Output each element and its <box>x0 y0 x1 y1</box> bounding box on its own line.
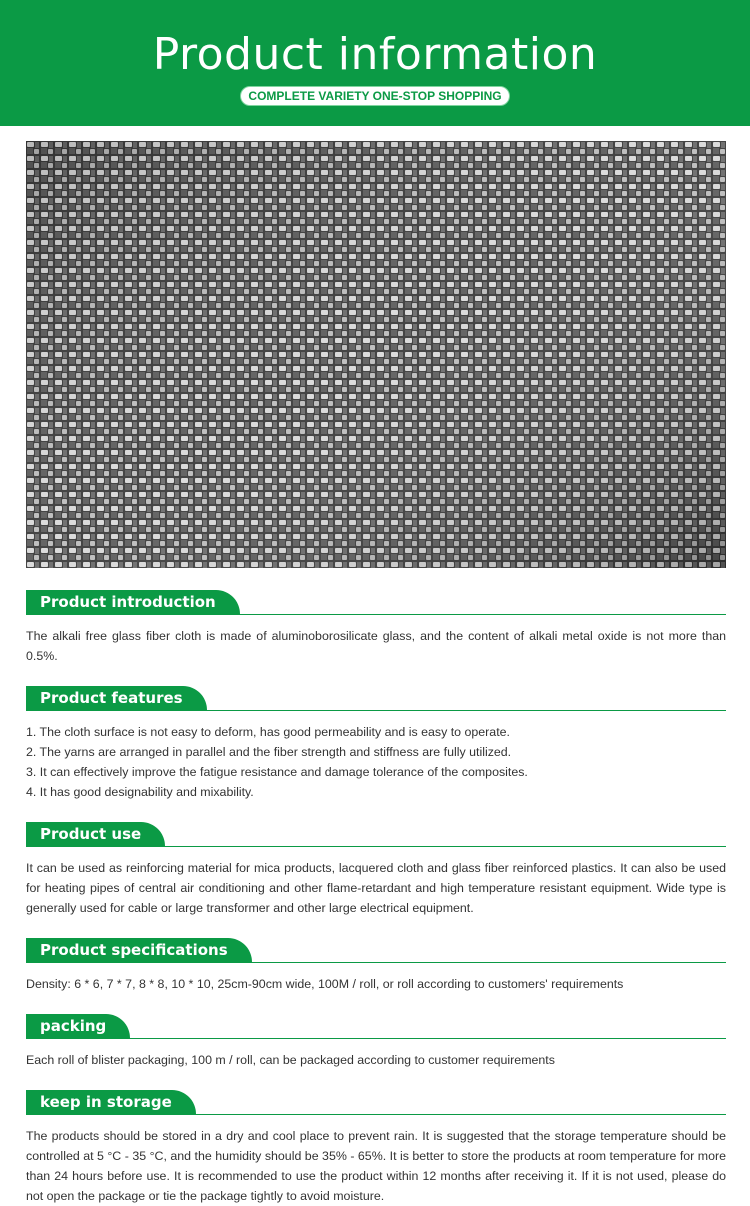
page-title: Product information <box>152 29 598 80</box>
section-line: 4. It has good designability and mixability. <box>26 785 254 799</box>
section-line: 2. The yarns are arranged in parallel and the fiber strength and stiffness are fully utilized. <box>26 745 512 759</box>
section-line: The alkali free glass fiber cloth is made of aluminoborosilicate glass, and the content of alkali metal oxide is not more than 0.5%. <box>26 629 726 663</box>
section-title: packing <box>26 1014 130 1039</box>
section-body <box>26 626 726 666</box>
header-banner <box>0 0 750 126</box>
section-body <box>26 858 726 918</box>
section-title: Product use <box>26 822 165 847</box>
section-header <box>26 938 726 963</box>
section-header <box>26 590 726 615</box>
section-title: Product introduction <box>26 590 240 615</box>
content-sections <box>26 590 726 1206</box>
section-line: Each roll of blister packaging, 100 m / roll, can be packaged according to customer requirements <box>26 1053 555 1067</box>
section-line: It can be used as reinforcing material for mica products, lacquered cloth and glass fiber reinforced plastics. It can also be used for heating pipes of central air conditioning and other flame-retardant and high temperature resistant equipment. Wide type is generally used for cable or large transformer and other large electrical equipment. <box>26 861 726 915</box>
section-body <box>26 1050 726 1070</box>
subtitle-badge: COMPLETE VARIETY ONE-STOP SHOPPING <box>240 86 509 106</box>
section-title: Product specifications <box>26 938 252 963</box>
section-body <box>26 1126 726 1206</box>
section-header <box>26 822 726 847</box>
section-line: 3. It can effectively improve the fatigue resistance and damage tolerance of the composites. <box>26 765 528 779</box>
section-body <box>26 974 726 994</box>
section-title: keep in storage <box>26 1090 196 1115</box>
section-header <box>26 1014 726 1039</box>
section-header <box>26 1090 726 1115</box>
section-line: The products should be stored in a dry and cool place to prevent rain. It is suggested that the storage temperature should be controlled at 5 °C - 35 °C, and the humidity should be 35% - 65%. It is better to store the products at room temperature for more than 24 hours before use. It is recommended to use the product within 12 months after receiving it. If it is not used, please do not open the package or tie the package tightly to avoid moisture. <box>26 1129 726 1203</box>
woven-fabric-image <box>26 141 726 568</box>
section-title: Product features <box>26 686 207 711</box>
section-line: 1. The cloth surface is not easy to deform, has good permeability and is easy to operate. <box>26 725 510 739</box>
section-line: Density: 6 * 6, 7 * 7, 8 * 8, 10 * 10, 25cm-90cm wide, 100M / roll, or roll according to customers' requirements <box>26 977 624 991</box>
product-photo <box>26 141 726 568</box>
section-body <box>26 722 726 802</box>
section-header <box>26 686 726 711</box>
